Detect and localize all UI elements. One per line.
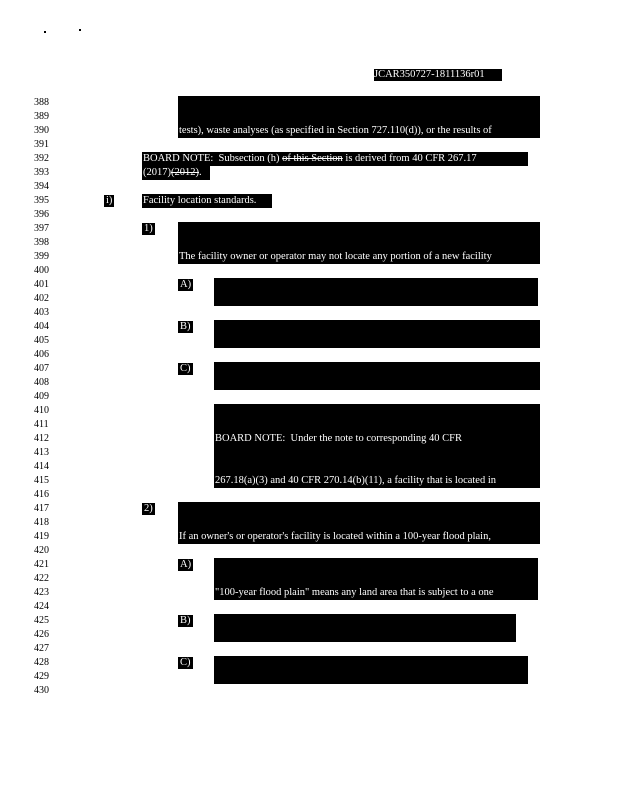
- scan-speck: [44, 31, 46, 33]
- line-number: 392: [34, 152, 54, 166]
- line-number: 395: [34, 194, 54, 208]
- text-line: tests), waste analyses (as specified in Section 727.110(d)), or the results of: [179, 125, 492, 136]
- section-label-i: i): [106, 195, 113, 206]
- line-number: 390: [34, 124, 54, 138]
- paragraph-388: [178, 96, 540, 138]
- board-note-392: [142, 152, 528, 166]
- line-number: 396: [34, 208, 54, 222]
- item-label-2b: B): [180, 615, 191, 626]
- text-line: BOARD NOTE: Under the note to corresponding 40 CFR: [215, 433, 463, 444]
- line-number: 402: [34, 292, 54, 306]
- item-2a-text: [214, 558, 538, 600]
- board-note-410: [214, 404, 540, 488]
- line-number: 421: [34, 558, 54, 572]
- item-1-text: [178, 222, 540, 264]
- line-number: 408: [34, 376, 54, 390]
- line-number: 417: [34, 502, 54, 516]
- section-title-i: Facility location standards.: [142, 194, 272, 208]
- line-number: 416: [34, 488, 54, 502]
- text-line: If an owner's or operator's facility is located within a 100-year flood plain,: [179, 531, 491, 542]
- text-line: "100-year flood plain" means any land area that is subject to a one: [215, 587, 494, 598]
- line-number: 412: [34, 432, 54, 446]
- item-label-1: 1): [144, 223, 153, 234]
- line-number: 388: [34, 96, 54, 110]
- line-number: 401: [34, 278, 54, 292]
- line-number: 404: [34, 320, 54, 334]
- struck-text: of this Section: [282, 153, 343, 164]
- item-2b-text: [214, 614, 516, 642]
- item-1b-text: [214, 320, 540, 348]
- line-number: 423: [34, 586, 54, 600]
- note-suffix: is derived from 40 CFR 267.17: [342, 153, 477, 164]
- line-number: 418: [34, 516, 54, 530]
- line-number: 405: [34, 334, 54, 348]
- line-number: 428: [34, 656, 54, 670]
- text-line: The facility owner or operator may not locate any portion of a new facility: [179, 251, 492, 262]
- item-label-2a: A): [180, 559, 192, 570]
- board-note-392-line2: [142, 166, 210, 180]
- text-line: 267.18(a)(3) and 40 CFR 270.14(b)(11), a facility that is located in: [215, 475, 497, 486]
- line-number: 414: [34, 460, 54, 474]
- period: .: [199, 167, 202, 178]
- item-label-1c: C): [180, 363, 191, 374]
- line-number: 394: [34, 180, 54, 194]
- line-number: 420: [34, 544, 54, 558]
- line-number: 407: [34, 362, 54, 376]
- item-label-2: 2): [144, 503, 153, 514]
- line-number: 391: [34, 138, 54, 152]
- line-number: 398: [34, 236, 54, 250]
- line-number: 429: [34, 670, 54, 684]
- line-number: 430: [34, 684, 54, 698]
- struck-year: (2012): [171, 167, 199, 178]
- line-number: 399: [34, 250, 54, 264]
- item-2c-text: [214, 656, 528, 684]
- scan-speck: [79, 29, 81, 31]
- line-number: 410: [34, 404, 54, 418]
- line-number: 400: [34, 264, 54, 278]
- line-number: 427: [34, 642, 54, 656]
- document-header-code: JCAR350727-1811136r01: [374, 69, 502, 81]
- line-number: 393: [34, 166, 54, 180]
- inserted-year: (2017): [143, 167, 171, 178]
- line-number: 419: [34, 530, 54, 544]
- line-number: 411: [34, 418, 54, 432]
- item-label-1b: B): [180, 321, 191, 332]
- line-number: 409: [34, 390, 54, 404]
- line-number: 426: [34, 628, 54, 642]
- line-number: 415: [34, 474, 54, 488]
- line-number: 424: [34, 600, 54, 614]
- item-1c-text: [214, 362, 540, 390]
- item-1a-text: [214, 278, 538, 306]
- line-number: 406: [34, 348, 54, 362]
- line-number: 389: [34, 110, 54, 124]
- item-2-text: [178, 502, 540, 544]
- line-number: 422: [34, 572, 54, 586]
- line-number: 425: [34, 614, 54, 628]
- line-number: 397: [34, 222, 54, 236]
- item-label-2c: C): [180, 657, 191, 668]
- line-number: 403: [34, 306, 54, 320]
- item-label-1a: A): [180, 279, 192, 290]
- line-number: 413: [34, 446, 54, 460]
- note-prefix: BOARD NOTE: Subsection (h): [143, 153, 283, 164]
